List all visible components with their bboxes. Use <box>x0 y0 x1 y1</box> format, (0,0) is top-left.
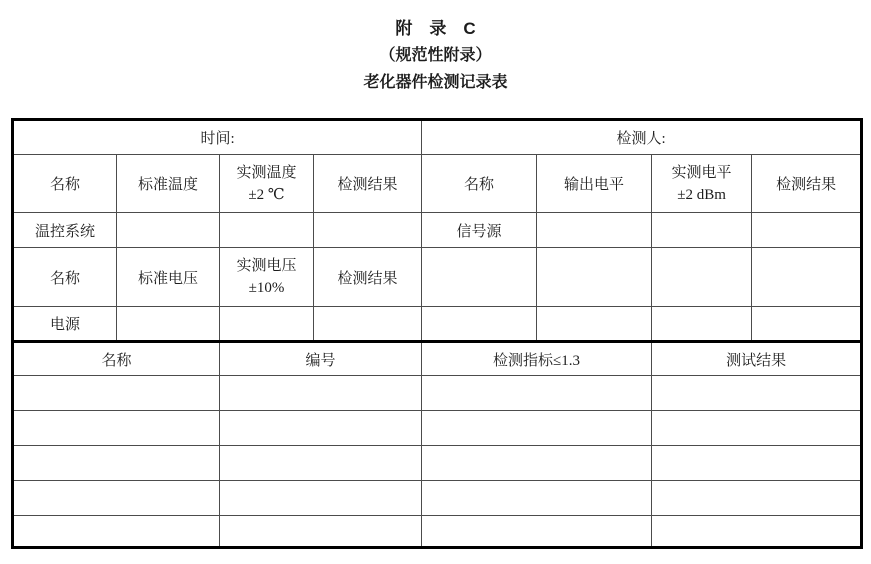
voltage-result-header: 检测结果 <box>314 248 422 307</box>
level-result-header: 检测结果 <box>752 155 862 213</box>
level-extra-cell <box>422 307 537 342</box>
record-table-title: 老化器件检测记录表 <box>363 74 508 91</box>
voltage-standard-value-cell <box>117 307 220 342</box>
component-name-cell <box>13 446 220 481</box>
temp-measured-header <box>220 155 314 213</box>
level-extra-cell <box>537 248 652 307</box>
component-number-cell <box>220 446 422 481</box>
component-result-cell <box>652 446 862 481</box>
component-number-cell <box>220 516 422 548</box>
appendix-title: 附 录 C <box>395 19 476 38</box>
component-name-header: 名称 <box>13 342 220 376</box>
level-extra-cell <box>752 307 862 342</box>
temp-standard-header: 标准温度 <box>117 155 220 213</box>
voltage-device-name-cell: 电源 <box>13 307 117 342</box>
voltage-result-value-cell <box>314 307 422 342</box>
component-result-cell <box>652 516 862 548</box>
level-extra-cell <box>537 307 652 342</box>
level-measured-value-cell <box>652 213 752 248</box>
voltage-measured-header-line1: 实测电压 <box>236 258 297 274</box>
component-result-cell <box>652 411 862 446</box>
level-extra-cell <box>652 307 752 342</box>
temp-result-header: 检测结果 <box>314 155 422 213</box>
component-name-cell <box>13 376 220 411</box>
voltage-standard-header: 标准电压 <box>117 248 220 307</box>
component-indicator-cell <box>422 481 652 516</box>
component-number-header: 编号 <box>220 342 422 376</box>
level-measured-header-line1: 实测电平 <box>671 164 732 181</box>
level-output-value-cell <box>537 213 652 248</box>
component-name-cell <box>13 516 220 548</box>
appendix-subtitle: （规范性附录） <box>379 47 492 64</box>
temp-measured-value-cell <box>220 213 314 248</box>
level-extra-cell <box>422 248 537 307</box>
level-extra-cell <box>652 248 752 307</box>
level-measured-header <box>652 155 752 213</box>
level-device-name-cell: 信号源 <box>422 213 537 248</box>
component-result-cell <box>652 376 862 411</box>
component-name-cell <box>13 481 220 516</box>
temp-measured-header-line1: 实测温度 <box>236 164 297 181</box>
level-name-header: 名称 <box>422 155 537 213</box>
voltage-measured-header-line2: ±10% <box>248 280 285 296</box>
time-label-cell: 时间: <box>13 120 422 155</box>
level-measured-header-line2: ±2 dBm <box>677 186 726 203</box>
component-number-cell <box>220 481 422 516</box>
voltage-measured-header <box>220 248 314 307</box>
component-indicator-cell <box>422 516 652 548</box>
title-block <box>0 15 871 96</box>
temp-standard-value-cell <box>117 213 220 248</box>
temp-measured-header-line2: ±2 ℃ <box>248 186 285 203</box>
voltage-measured-value-cell <box>220 307 314 342</box>
component-number-cell <box>220 376 422 411</box>
level-extra-cell <box>752 248 862 307</box>
record-table <box>11 118 863 549</box>
temp-name-header: 名称 <box>13 155 117 213</box>
component-number-cell <box>220 411 422 446</box>
voltage-name-header: 名称 <box>13 248 117 307</box>
component-indicator-cell <box>422 446 652 481</box>
level-result-value-cell <box>752 213 862 248</box>
inspector-label-cell: 检测人: <box>422 120 862 155</box>
level-output-header: 输出电平 <box>537 155 652 213</box>
component-indicator-header: 检测指标≤1.3 <box>422 342 652 376</box>
component-name-cell <box>13 411 220 446</box>
component-result-cell <box>652 481 862 516</box>
component-result-header: 测试结果 <box>652 342 862 376</box>
component-indicator-cell <box>422 411 652 446</box>
temp-device-name-cell: 温控系统 <box>13 213 117 248</box>
temp-result-value-cell <box>314 213 422 248</box>
component-indicator-cell <box>422 376 652 411</box>
